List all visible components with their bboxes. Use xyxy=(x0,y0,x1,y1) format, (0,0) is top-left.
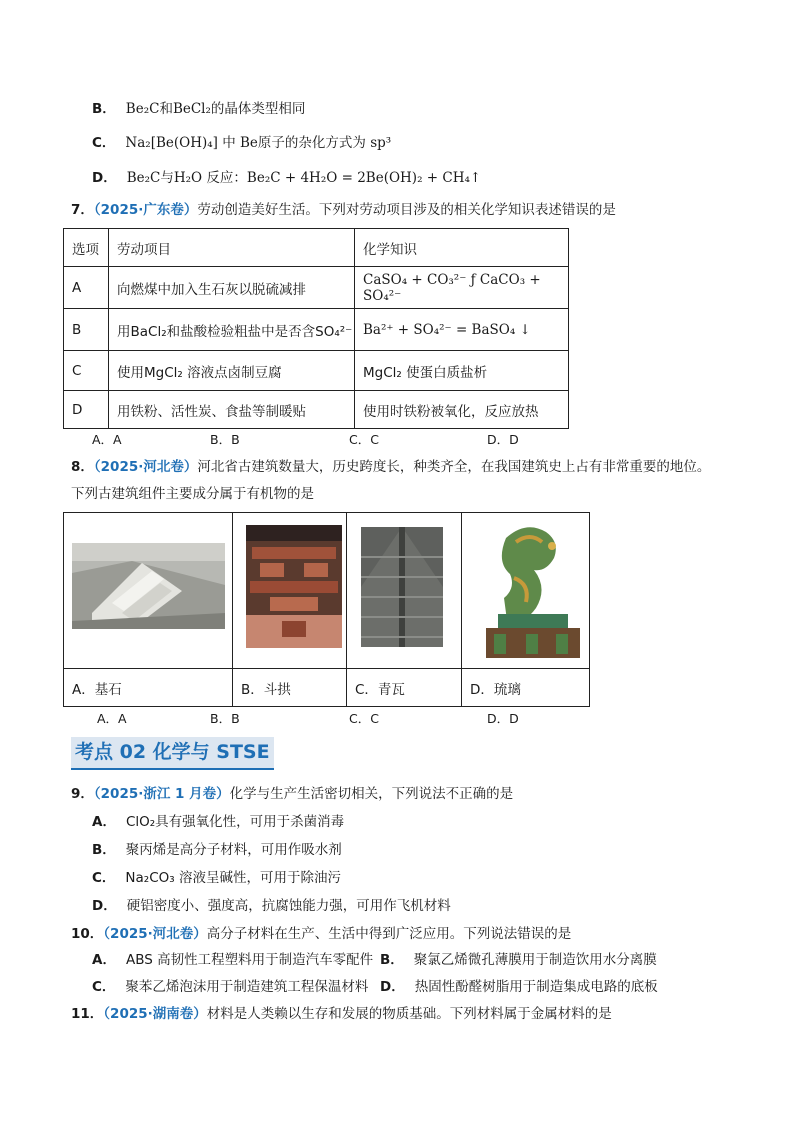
question-text: 高分子材料在生产、生活中得到广泛应用。下列说法错误的是 xyxy=(206,926,572,942)
table-header-cell: 选项 xyxy=(64,229,109,267)
question-text: 化学与生产生活密切相关，下列说法不正确的是 xyxy=(229,786,514,802)
caption-c: C．青瓦 xyxy=(347,669,462,707)
option-label: A． xyxy=(92,814,116,830)
question-source: （2025·广东卷） xyxy=(93,202,198,218)
q11-stem xyxy=(71,1004,612,1024)
q8-stem-continued: 下列古建筑组件主要成分属于有机物的是 xyxy=(71,486,314,502)
question-source: （2025·河北卷） xyxy=(103,926,207,942)
option-text: ClO₂具有强氧化性，可用于杀菌消毒 xyxy=(125,814,345,830)
question-source: （2025·湖南卷） xyxy=(103,1006,207,1022)
caption-a: A．基石 xyxy=(64,669,233,707)
question-source: （2025·浙江 1 月卷） xyxy=(93,786,230,802)
q10-stem xyxy=(71,924,571,944)
question-number: 11． xyxy=(71,1006,104,1022)
caption-row xyxy=(64,669,590,707)
question-text: 材料是人类赖以生存和发展的物质基础。下列材料属于金属材料的是 xyxy=(206,1006,612,1022)
table-cell: 用铁粉、活性炭、食盐等制暖贴 xyxy=(109,391,355,429)
option-label: C． xyxy=(92,135,116,151)
table-row xyxy=(64,391,569,429)
option-label: B． xyxy=(92,842,116,858)
foundation-stone-photo xyxy=(72,543,225,629)
caption-d: D．琉璃 xyxy=(462,669,590,707)
q9-option-b xyxy=(92,840,342,860)
table-header-cell: 劳动项目 xyxy=(109,229,355,267)
grey-tile-photo xyxy=(361,527,443,647)
question-number: 9． xyxy=(71,786,94,802)
option-label: C． xyxy=(92,979,116,995)
table-row xyxy=(64,351,569,391)
question-text: 河北省古建筑数量大，历史跨度长，种类齐全，在我国建筑史上占有非常重要的地位。 xyxy=(197,459,711,475)
table-cell: Ba²⁺ + SO₄²⁻ = BaSO₄ ↓ xyxy=(355,309,569,351)
table-cell: A xyxy=(64,267,109,309)
q7-stem xyxy=(71,200,616,220)
answer-choice-d[interactable]: D．D xyxy=(487,432,519,447)
q9-stem xyxy=(71,784,513,804)
answer-choice-d[interactable]: D．D xyxy=(487,711,519,726)
answer-choice-c[interactable]: C．C xyxy=(349,711,379,726)
table-cell: D xyxy=(64,391,109,429)
option-text: Na₂[Be(OH)₄] 中 Be原子的杂化方式为 sp³ xyxy=(125,135,392,151)
table-header-cell: 化学知识 xyxy=(355,229,569,267)
option-text: Na₂CO₃ 溶液呈碱性，可用于除油污 xyxy=(125,870,341,886)
question-number: 7． xyxy=(71,202,94,218)
q8-stem xyxy=(71,457,710,477)
q6-option-b xyxy=(92,99,305,119)
option-text: 聚丙烯是高分子材料，可用作吸水剂 xyxy=(125,842,342,858)
table-cell: CaSO₄ + CO₃²⁻ ƒ CaCO₃ + SO₄²⁻ xyxy=(355,267,569,309)
q6-option-c xyxy=(92,133,391,153)
table-row xyxy=(64,309,569,351)
option-label: A． xyxy=(92,952,116,968)
option-label: B． xyxy=(380,952,404,968)
option-text: 硬铝密度小、强度高，抗腐蚀能力强，可用作飞机材料 xyxy=(126,898,451,914)
option-text: Be₂C与H₂O 反应：Be₂C + 4H₂O = 2Be(OH)₂ + CH₄↑ xyxy=(126,170,482,186)
table-header-row xyxy=(64,229,569,267)
table-cell: 向燃煤中加入生石灰以脱硫减排 xyxy=(109,267,355,309)
dougong-bracket-photo xyxy=(246,525,342,648)
q10-option-c xyxy=(92,977,368,997)
option-label: D． xyxy=(92,898,117,914)
question-number: 10． xyxy=(71,926,104,942)
option-text: Be₂C和BeCl₂的晶体类型相同 xyxy=(125,101,306,117)
option-label: C． xyxy=(92,870,116,886)
question-number: 8． xyxy=(71,459,94,475)
answer-choice-b[interactable]: B．B xyxy=(210,711,240,726)
q9-option-a xyxy=(92,812,344,832)
table-cell: 使用MgCl₂ 溶液点卤制豆腐 xyxy=(109,351,355,391)
option-label: D． xyxy=(92,170,117,186)
option-label: D． xyxy=(380,979,405,995)
q10-option-b xyxy=(380,950,657,970)
answer-choice-b[interactable]: B．B xyxy=(210,432,240,447)
table-cell: C xyxy=(64,351,109,391)
answer-choice-c[interactable]: C．C xyxy=(349,432,379,447)
option-text: 聚氯乙烯微孔薄膜用于制造饮用水分离膜 xyxy=(413,952,657,968)
caption-b: B．斗拱 xyxy=(233,669,347,707)
table-cell: 使用时铁粉被氧化，反应放热 xyxy=(355,391,569,429)
answer-choice-a[interactable]: A．A xyxy=(92,432,122,447)
option-label: B． xyxy=(92,101,116,117)
q7-table xyxy=(63,228,569,429)
option-text: 热固性酚醛树脂用于制造集成电路的底板 xyxy=(414,979,658,995)
glazed-tile-photo xyxy=(486,518,580,658)
q9-option-d xyxy=(92,896,451,916)
table-cell: MgCl₂ 使蛋白质盐析 xyxy=(355,351,569,391)
section-heading: 考点 02 化学与 STSE xyxy=(71,737,274,770)
question-source: （2025·河北卷） xyxy=(93,459,198,475)
q9-option-c xyxy=(92,868,341,888)
q6-option-d xyxy=(92,168,481,188)
option-text: 聚苯乙烯泡沫用于制造建筑工程保温材料 xyxy=(125,979,369,995)
option-text: ABS 高韧性工程塑料用于制造汽车零配件 xyxy=(125,952,374,968)
table-cell: 用BaCl₂和盐酸检验粗盐中是否含SO₄²⁻ xyxy=(109,309,355,351)
question-text: 劳动创造美好生活。下列对劳动项目涉及的相关化学知识表述错误的是 xyxy=(197,202,616,218)
table-row xyxy=(64,267,569,309)
table-cell: B xyxy=(64,309,109,351)
q10-option-a xyxy=(92,950,373,970)
q10-option-d xyxy=(380,977,658,997)
answer-choice-a[interactable]: A．A xyxy=(97,711,127,726)
